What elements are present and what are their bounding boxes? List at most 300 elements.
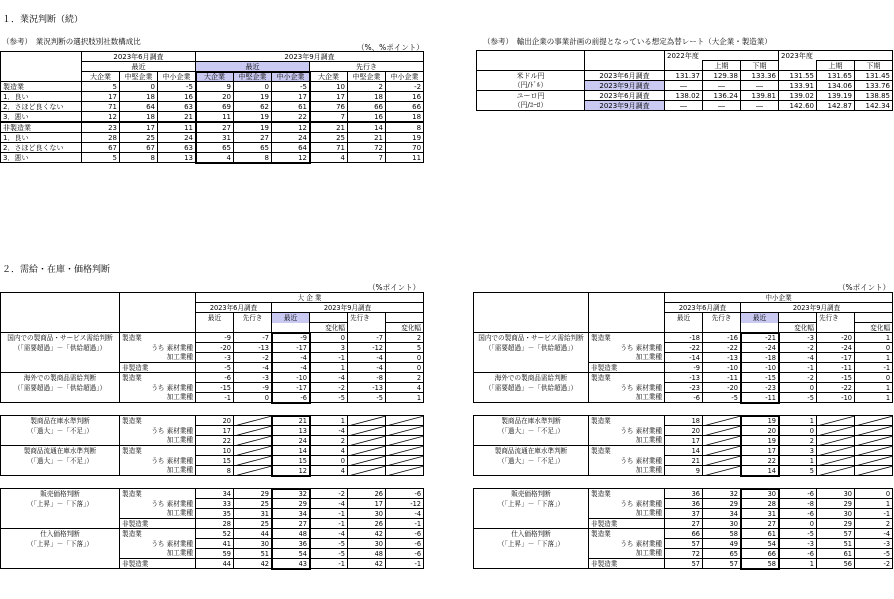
left-cell [234, 456, 272, 466]
ref2-survey: 2023年9月調査 [585, 101, 665, 111]
left-cell: 51 [234, 549, 272, 559]
left-cell [234, 426, 272, 436]
right-cell: 61 [817, 549, 855, 559]
right-category: 製造業 [589, 529, 665, 539]
left-cell: 30 [348, 539, 386, 549]
left-cell: -4 [310, 529, 348, 539]
right-cell: -22 [703, 343, 741, 353]
right-cell: -24 [817, 343, 855, 353]
left-cell: -13 [348, 383, 386, 393]
left-cell [386, 456, 424, 466]
left-cell: -9 [196, 333, 234, 343]
ref1-cell: 12 [272, 122, 310, 133]
ref1-cell: 17 [82, 92, 120, 102]
left-cell: -9 [234, 383, 272, 393]
ref1-cell: 25 [120, 133, 158, 143]
ref1-cell: 11 [386, 153, 424, 163]
left-block-sublabel: （「過大」－「不足」） [1, 456, 120, 466]
right-row [474, 436, 893, 446]
right-cell: 19 [741, 416, 779, 426]
right-block-sublabel: （「上昇」－「下落」） [474, 499, 589, 509]
right-cell: -2 [779, 373, 817, 383]
ref1-col-header: 大企業 [196, 72, 234, 82]
right-cell: 27 [665, 519, 703, 529]
left-cell: -6 [272, 393, 310, 403]
left-h-chg-fwd: 変化幅 [386, 323, 424, 333]
right-category: 加工業種 [589, 549, 665, 559]
right-cell: 57 [817, 529, 855, 539]
left-cell: -6 [386, 549, 424, 559]
ref1-row-label: 非製造業 [1, 122, 82, 133]
right-cell: 0 [779, 426, 817, 436]
ref2-cell: ― [665, 81, 703, 91]
ref1-caption: （参考） 業況判断の選択肢別社数構成比 [2, 37, 141, 46]
left-cell: 21 [272, 416, 310, 426]
right-block-label: 製商品在庫水準判断 [474, 416, 589, 426]
right-row [474, 446, 893, 456]
ref1-cell: 21 [158, 112, 196, 123]
right-cell: 65 [703, 549, 741, 559]
right-cell: -5 [779, 529, 817, 539]
ref1-row-label: 2．さほど良くない [1, 102, 82, 112]
left-cell: -3 [196, 353, 234, 363]
left-cell: -7 [348, 333, 386, 343]
right-cell: 27 [741, 519, 779, 529]
left-cell: 0 [386, 363, 424, 373]
ref1-row-label: 3．悪い [1, 153, 82, 163]
right-cell: 66 [665, 529, 703, 539]
right-cell: 3 [779, 446, 817, 456]
ref2-cell: 131.65 [817, 71, 855, 81]
left-cell: -4 [310, 373, 348, 383]
right-cell: -2 [855, 559, 893, 569]
ref1-cell: 17 [310, 92, 348, 102]
ref2-cell: 138.85 [855, 91, 893, 101]
ref1-cell: 4 [196, 153, 234, 163]
ref1-unit: （%、%ポイント） [357, 43, 424, 52]
right-h-jun: 2023年6月調査 [665, 303, 741, 313]
ref1-cell: 5 [82, 82, 120, 92]
left-block-sublabel: （「需要超過」－「供給超過」） [1, 343, 120, 353]
left-cell [234, 436, 272, 446]
left-row [1, 489, 424, 499]
right-category: うち 素材業種 [589, 456, 665, 466]
ref1-cell: 5 [82, 153, 120, 163]
left-row [1, 549, 424, 559]
right-cell: 61 [741, 529, 779, 539]
ref1-cell: 12 [82, 112, 120, 123]
right-cell: -24 [741, 343, 779, 353]
left-category: うち 素材業種 [120, 426, 196, 436]
left-cell: 3 [310, 343, 348, 353]
right-cell: 0 [779, 383, 817, 393]
left-block-label: 国内での製商品・サービス需給判断 [1, 333, 120, 343]
left-block-sublabel: （「上昇」－「下落」） [1, 539, 120, 549]
right-cell: -9 [665, 363, 703, 373]
left-cell: 34 [272, 509, 310, 519]
ref2-item: ユーロ円 [477, 91, 585, 101]
ref1-row [1, 122, 424, 133]
right-row [474, 539, 893, 549]
right-cell: 57 [665, 559, 703, 569]
ref1-cell: 0 [234, 82, 272, 92]
left-cell: 30 [348, 509, 386, 519]
right-category: うち 素材業種 [589, 426, 665, 436]
left-cell: 44 [234, 529, 272, 539]
left-cell: -4 [234, 363, 272, 373]
ref1-cell: 76 [310, 102, 348, 112]
right-category: うち 素材業種 [589, 343, 665, 353]
left-row [1, 426, 424, 436]
right-cell: 30 [703, 519, 741, 529]
ref1-h-recent-jun: 最近 [82, 62, 196, 72]
ref1-cell: 27 [234, 133, 272, 143]
ref2-survey: 2023年6月調査 [585, 71, 665, 81]
ref1-row-label: 2．さほど良くない [1, 143, 82, 153]
left-cell: 35 [196, 509, 234, 519]
right-cell: 14 [741, 466, 779, 476]
ref1-row [1, 92, 424, 102]
right-cell: -4 [779, 353, 817, 363]
left-cell: -5 [348, 393, 386, 403]
left-cell: -4 [348, 353, 386, 363]
left-cell: 2 [386, 333, 424, 343]
left-block-label: 製商品流通在庫水準判断 [1, 446, 120, 456]
right-cell: 36 [665, 499, 703, 509]
left-cell [234, 466, 272, 476]
ref1-cell: 71 [310, 143, 348, 153]
right-cell: 19 [741, 436, 779, 446]
left-category: 製造業 [120, 489, 196, 499]
right-cell: 1 [855, 353, 893, 363]
left-cell: 12 [272, 466, 310, 476]
ref2-cell: 129.38 [703, 71, 741, 81]
right-cell: -6 [779, 549, 817, 559]
right-cell [817, 416, 855, 426]
ref2-cell: 134.06 [817, 81, 855, 91]
left-category: 加工業種 [120, 436, 196, 446]
right-cell: 49 [703, 539, 741, 549]
left-block-label: 海外での製商品需給判断 [1, 373, 120, 383]
right-row [474, 519, 893, 529]
right-cell: 58 [741, 559, 779, 569]
ref2-survey: 2023年6月調査 [585, 91, 665, 101]
right-category: 加工業種 [589, 509, 665, 519]
right-category: うち 素材業種 [589, 383, 665, 393]
right-category: 非製造業 [589, 519, 665, 529]
left-cell [386, 426, 424, 436]
ref1-h-recent-sep: 最近 [196, 62, 310, 72]
left-cell [234, 446, 272, 456]
ref1-cell: 12 [272, 153, 310, 163]
ref1-cell: 8 [120, 153, 158, 163]
ref1-cell: 19 [386, 133, 424, 143]
right-category: うち 素材業種 [589, 539, 665, 549]
ref1-row-label: 1．良い [1, 133, 82, 143]
right-cell: -22 [817, 383, 855, 393]
right-category: 製造業 [589, 333, 665, 343]
right-row [474, 549, 893, 559]
left-cell: -1 [386, 559, 424, 569]
left-cell: 30 [234, 539, 272, 549]
right-cell: -3 [855, 539, 893, 549]
left-category: うち 素材業種 [120, 383, 196, 393]
left-cell: 54 [272, 549, 310, 559]
left-unit: （%ポイント） [368, 283, 421, 292]
right-cell: -5 [855, 549, 893, 559]
left-row [1, 363, 424, 373]
left-cell: -4 [310, 426, 348, 436]
right-cell [703, 436, 741, 446]
left-cell: -5 [310, 549, 348, 559]
left-h-jun: 2023年6月調査 [196, 303, 272, 313]
left-cell: 43 [272, 559, 310, 569]
left-cell [348, 416, 386, 426]
right-cell: 20 [665, 426, 703, 436]
ref1-cell: 13 [158, 153, 196, 163]
ref1-col-header: 大企業 [82, 72, 120, 82]
ref2-h-fy2023: 2023年度 [779, 51, 817, 61]
left-block-label: 仕入価格判断 [1, 529, 120, 539]
right-category: 製造業 [589, 489, 665, 499]
ref1-cell: 16 [158, 92, 196, 102]
left-cell: -1 [386, 519, 424, 529]
left-cell: 1 [386, 393, 424, 403]
left-cell: 22 [196, 436, 234, 446]
left-row [1, 446, 424, 456]
right-cell: -6 [665, 393, 703, 403]
right-cell: -23 [665, 383, 703, 393]
left-cell [386, 466, 424, 476]
ref1-cell: 62 [234, 102, 272, 112]
right-cell: -14 [665, 353, 703, 363]
right-cell [703, 466, 741, 476]
ref2-row [477, 81, 893, 91]
right-row [474, 363, 893, 373]
right-block-sublabel: （「過大」－「不足」） [474, 456, 589, 466]
right-cell: 56 [817, 559, 855, 569]
right-row [474, 499, 893, 509]
ref1-cell: 14 [348, 122, 386, 133]
ref2-cell: 133.76 [855, 81, 893, 91]
right-block-label: 仕入価格判断 [474, 529, 589, 539]
ref1-cell: 28 [82, 133, 120, 143]
left-cell [386, 416, 424, 426]
ref1-h-sep: 2023年9月調査 [196, 52, 424, 62]
left-cell: -1 [310, 509, 348, 519]
right-cell: 29 [817, 499, 855, 509]
left-cell: -12 [386, 499, 424, 509]
left-category: 非製造業 [120, 559, 196, 569]
section-1-title: １．業況判断（続） [2, 15, 84, 25]
large-enterprise-table [0, 292, 424, 569]
left-cell: 14 [272, 446, 310, 456]
ref1-col-header: 中堅企業 [120, 72, 158, 82]
right-row [474, 393, 893, 403]
left-cell: 0 [310, 456, 348, 466]
ref2-h-first-2022: 上期 [703, 61, 741, 71]
right-group-header: 中小企業 [665, 293, 893, 303]
right-cell: 18 [665, 416, 703, 426]
left-cell: 59 [196, 549, 234, 559]
left-cell: -5 [196, 363, 234, 373]
left-cell: 20 [196, 416, 234, 426]
right-cell: 57 [703, 559, 741, 569]
left-cell: 32 [272, 489, 310, 499]
ref2-cell: 136.24 [703, 91, 741, 101]
ref2-item: （円/ﾕｰﾛ） [477, 101, 585, 111]
right-row [474, 529, 893, 539]
ref1-cell: 17 [120, 122, 158, 133]
ref2-cell: 131.55 [779, 71, 817, 81]
right-h-chg-recent: 変化幅 [779, 323, 817, 333]
right-cell: 22 [741, 456, 779, 466]
ref1-row [1, 82, 424, 92]
right-cell: -16 [703, 333, 741, 343]
right-cell: 1 [855, 393, 893, 403]
left-cell: 42 [348, 559, 386, 569]
left-category: 製造業 [120, 416, 196, 426]
ref1-row [1, 102, 424, 112]
left-cell: -12 [348, 343, 386, 353]
ref1-cell: 16 [386, 92, 424, 102]
ref1-cell: 21 [310, 122, 348, 133]
left-cell: 41 [196, 539, 234, 549]
ref1-h-forecast: 先行き [310, 62, 424, 72]
left-cell: -4 [272, 353, 310, 363]
right-block-sublabel: （「過大」－「不足」） [474, 426, 589, 436]
ref1-cell: 10 [310, 82, 348, 92]
left-category: 製造業 [120, 333, 196, 343]
left-category: 非製造業 [120, 363, 196, 373]
left-h-fwd-sep: 先行き [348, 313, 386, 323]
right-cell: 37 [665, 509, 703, 519]
right-block-sublabel: （「需要超過」－「供給超過」） [474, 383, 589, 393]
right-row [474, 509, 893, 519]
left-row [1, 343, 424, 353]
right-cell: -8 [779, 499, 817, 509]
left-cell: -4 [386, 509, 424, 519]
left-block-label: 販売価格判断 [1, 489, 120, 499]
ref1-cell: 18 [120, 92, 158, 102]
left-cell: -17 [272, 383, 310, 393]
ref1-col-header: 中小企業 [158, 72, 196, 82]
right-h-recent-jun: 最近 [665, 313, 703, 323]
ref2-survey: 2023年9月調査 [585, 81, 665, 91]
left-cell: 48 [348, 549, 386, 559]
right-category: うち 素材業種 [589, 499, 665, 509]
left-category: うち 素材業種 [120, 456, 196, 466]
left-h-sep: 2023年9月調査 [272, 303, 424, 313]
ref1-cell: 27 [196, 122, 234, 133]
right-cell: 29 [703, 499, 741, 509]
left-category: うち 素材業種 [120, 343, 196, 353]
right-cell: -1 [855, 509, 893, 519]
ref1-h-jun: 2023年6月調査 [82, 52, 196, 62]
right-cell: -21 [741, 333, 779, 343]
ref1-cell: 18 [120, 112, 158, 123]
right-cell: 30 [817, 509, 855, 519]
left-cell: -6 [196, 373, 234, 383]
right-cell: 5 [779, 466, 817, 476]
ref1-cell: 64 [120, 102, 158, 112]
ref1-cell: 71 [82, 102, 120, 112]
left-cell: 29 [272, 499, 310, 509]
ref1-cell: 64 [272, 143, 310, 153]
ref1-corner [1, 52, 82, 62]
right-cell: -10 [703, 363, 741, 373]
left-cell: 0 [386, 353, 424, 363]
left-cell: -2 [234, 353, 272, 363]
left-cell: 24 [272, 436, 310, 446]
ref1-cell: 63 [158, 102, 196, 112]
ref2-cell: ― [703, 81, 741, 91]
right-cell: 72 [665, 549, 703, 559]
right-cell: -5 [703, 393, 741, 403]
right-row [474, 343, 893, 353]
right-row [474, 559, 893, 569]
right-cell: 0 [855, 373, 893, 383]
left-row [1, 499, 424, 509]
right-block-sublabel: （「上昇」－「下落」） [474, 539, 589, 549]
left-block-sublabel: （「過大」－「不足」） [1, 426, 120, 436]
right-cell: -6 [779, 509, 817, 519]
right-cell [703, 446, 741, 456]
right-cell: -11 [703, 373, 741, 383]
left-row [1, 529, 424, 539]
left-category: 製造業 [120, 446, 196, 456]
left-h-fwd-jun: 先行き [234, 313, 272, 323]
left-row [1, 383, 424, 393]
right-cell: 1 [779, 559, 817, 569]
ref2-cell: 133.36 [741, 71, 779, 81]
right-cell: 29 [817, 519, 855, 529]
right-unit: （%ポイント） [838, 283, 891, 292]
left-row [1, 393, 424, 403]
left-row [1, 456, 424, 466]
ref2-cell: 142.87 [817, 101, 855, 111]
left-block-label: 製商品在庫水準判断 [1, 416, 120, 426]
left-cell [348, 436, 386, 446]
right-cell: -5 [779, 393, 817, 403]
left-category: 加工業種 [120, 549, 196, 559]
right-cell: 17 [665, 436, 703, 446]
left-cell: -5 [310, 539, 348, 549]
right-block-label: 販売価格判断 [474, 489, 589, 499]
right-cell [817, 436, 855, 446]
left-cell: 13 [272, 426, 310, 436]
ref1-cell: 4 [310, 153, 348, 163]
left-group-header: 大 企 業 [196, 293, 424, 303]
right-cell: 51 [817, 539, 855, 549]
left-cell: 26 [348, 519, 386, 529]
left-category: 製造業 [120, 529, 196, 539]
ref1-cell: 63 [158, 143, 196, 153]
right-row [474, 373, 893, 383]
ref2-cell: 131.45 [855, 71, 893, 81]
right-row [474, 383, 893, 393]
ref2-cell: 139.81 [741, 91, 779, 101]
ref1-cell: 20 [196, 92, 234, 102]
right-cell: 2 [855, 519, 893, 529]
right-block-label: 製商品流通在庫水準判断 [474, 446, 589, 456]
right-cell [855, 416, 893, 426]
ref1-cell: 7 [310, 112, 348, 123]
left-row [1, 509, 424, 519]
ref1-cell: 31 [196, 133, 234, 143]
ref2-cell: ― [703, 101, 741, 111]
left-cell: -8 [348, 373, 386, 383]
